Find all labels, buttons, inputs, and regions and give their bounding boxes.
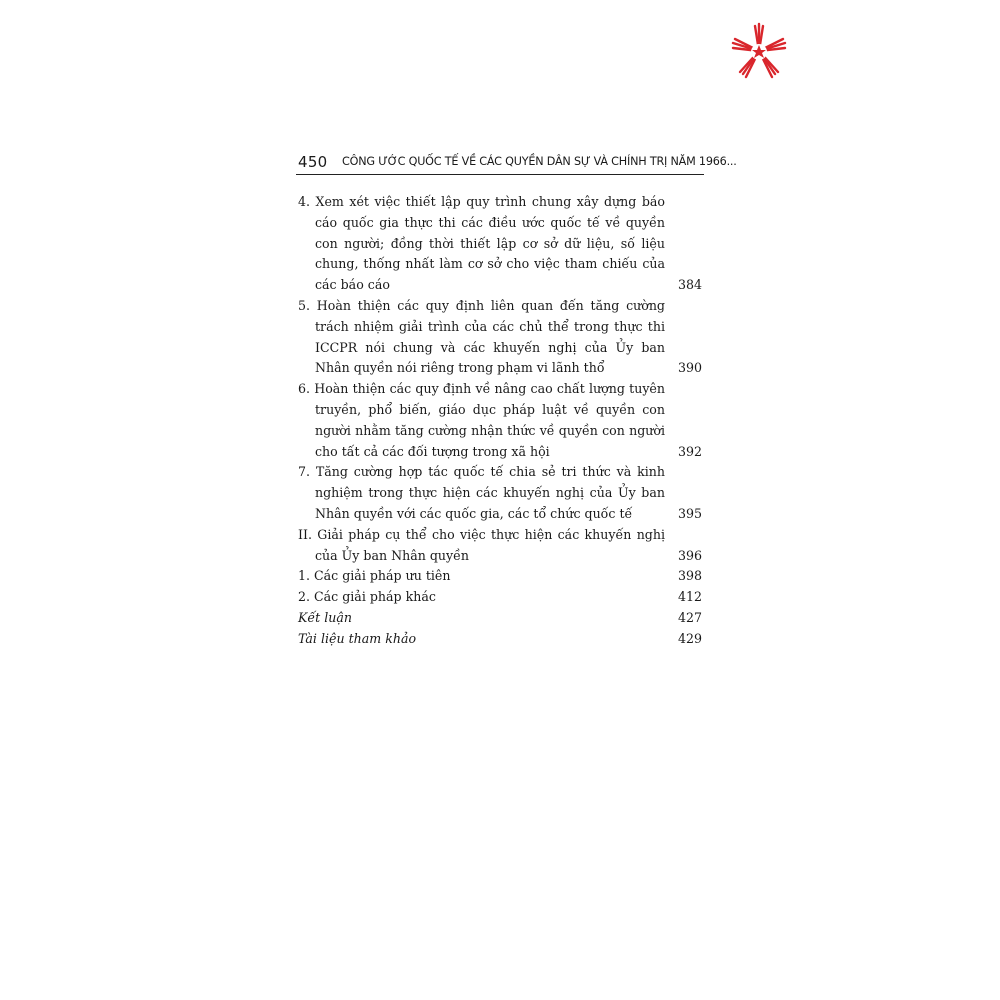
table-of-contents: [298, 192, 704, 650]
toc-entry-page: 384: [677, 277, 702, 293]
toc-entry-2[interactable]: [298, 587, 704, 608]
toc-entry-title: 4. Xem xét việc thiết lập quy trình chung xây dựng báo cáo quốc gia thực thi các điều ước quốc tế về quyền con người; đồng thời thiết lập cơ sở dữ liệu, số liệu chung, thống nhất làm cơ sở cho việc tham chiếu của các báo cáo: [298, 194, 665, 293]
toc-entry-title: Kết luận: [298, 609, 352, 625]
toc-entry-title: 2. Các giải pháp khác: [298, 589, 436, 605]
toc-entry-page: 392: [677, 443, 702, 459]
toc-entry-page: 395: [677, 505, 702, 521]
toc-entry-page: 396: [677, 547, 702, 563]
toc-entry-6[interactable]: [298, 379, 704, 462]
toc-entry-page: 427: [677, 609, 702, 625]
toc-entry-page: 429: [677, 630, 702, 646]
toc-entry-title: 6. Hoàn thiện các quy định về nâng cao chất lượng tuyên truyền, phổ biến, giáo dục pháp luật về quyền con người nhằm tăng cường nhận thức về quyền con người cho tất cả các đối tượng trong xã hội: [298, 381, 665, 459]
toc-entry-page: 390: [677, 360, 702, 376]
publisher-logo: [730, 22, 788, 80]
running-title: CÔNG ƯỚC QUỐC TẾ VỀ CÁC QUYỀN DÂN SỰ VÀ CHÍNH TRỊ NĂM 1966...: [342, 155, 737, 168]
toc-entry-7[interactable]: [298, 462, 704, 524]
page-number: 450: [298, 153, 328, 171]
red-star-logo-icon: [730, 22, 788, 80]
toc-entry-conclusion[interactable]: [298, 608, 704, 629]
toc-entry-references[interactable]: [298, 629, 704, 650]
toc-entry-1[interactable]: [298, 566, 704, 587]
running-header: [296, 152, 737, 175]
toc-entry-title: Tài liệu tham khảo: [298, 630, 417, 646]
toc-entry-page: 398: [677, 568, 702, 584]
toc-entry-section-ii[interactable]: [298, 525, 704, 567]
toc-entry-title: 1. Các giải pháp ưu tiên: [298, 568, 451, 584]
toc-entry-page: 412: [677, 589, 702, 605]
toc-entry-title: II. Giải pháp cụ thể cho việc thực hiện các khuyến nghị của Ủy ban Nhân quyền: [298, 526, 665, 563]
toc-entry-title: 7. Tăng cường hợp tác quốc tế chia sẻ tri thức và kinh nghiệm trong thực hiện các khuyến nghị của Ủy ban Nhân quyền với các quốc gia, các tổ chức quốc tế: [298, 464, 665, 521]
toc-entry-5[interactable]: [298, 296, 704, 379]
toc-entry-title: 5. Hoàn thiện các quy định liên quan đến tăng cường trách nhiệm giải trình của các chủ thể trong thực thi ICCPR nói chung và các khuyến nghị của Ủy ban Nhân quyền nói riêng trong phạm vi lãnh thổ: [298, 297, 665, 376]
toc-entry-4[interactable]: [298, 192, 704, 296]
